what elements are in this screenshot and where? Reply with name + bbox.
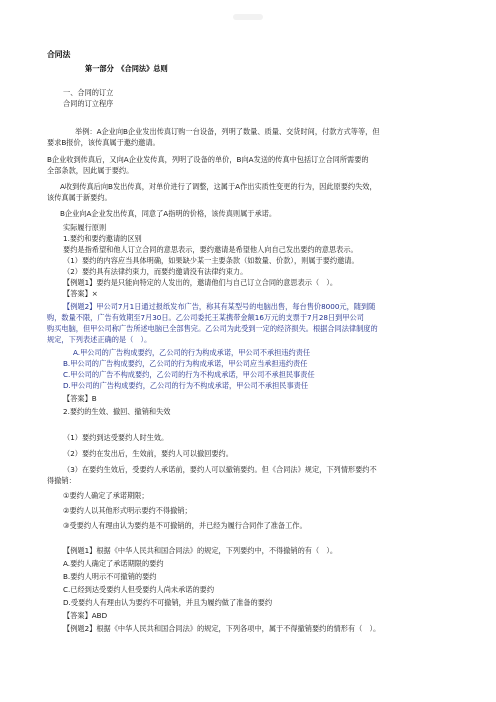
subsection-heading: 合同的订立程序	[63, 99, 114, 108]
option-line: A.甲公司的广告构成要约，乙公司的行为构成承诺，甲公司不承担违约责任	[73, 348, 311, 357]
answer-line: 【答案】B	[63, 394, 97, 403]
text-line: 举例：A企业向B企业发出传真订购一台设备，列明了数量、质量、交货时间，付款方式等等，但	[75, 127, 380, 136]
part-heading: 第一部分 《合同法》总则	[85, 64, 168, 73]
example-line: 【例题2】甲公司7月1日通过报纸发布广告，称其有某型号的电脑出售，每台售价8000元，随到随	[63, 302, 376, 311]
example-line: 【例题2】根据《中华人民共和国合同法》的规定，下列各项中，属于不得撤销要约的情形有（ ）。	[63, 624, 381, 633]
answer-line: 【答案】×	[63, 289, 98, 298]
text-line: 实际履行原则	[63, 223, 107, 232]
doc-title: 合同法	[47, 50, 71, 59]
text-line: 要约是指希望和他人订立合同的意思表示，要约邀请是希望他人向自己发出要约的意思表示。	[63, 245, 358, 254]
option-line: A.要约人确定了承诺期限的要约	[63, 559, 164, 568]
text-line: ②要约人以其他形式明示要约不得撤销；	[63, 506, 192, 515]
text-line: B企业收到传真后，又向A企业发传真，列明了设备的单价，B向A发送的传真中包括订立合同所需要的	[47, 155, 369, 164]
text-line: （3）在要约生效后，受要约人承诺前，要约人可以撤销要约。但《合同法》规定，下列情形要约不	[63, 465, 377, 474]
text-line: （2）要约具有法律约束力，而要约邀请没有法律约束力。	[63, 267, 248, 276]
text-line: ①要约人确定了承诺期限；	[63, 491, 149, 500]
text-line: 2.要约的生效、撤回、撤销和失效	[63, 407, 171, 416]
option-line: B.要约人明示不可撤销的要约	[63, 572, 157, 581]
text-line: B企业向A企业发出传真，同意了A指明的价格，该传真则属于承诺。	[60, 209, 277, 218]
text-line: （1）要约的内容应当具体明确，如果缺少某一主要条款（如数量、价款），则属于要约邀请。	[63, 256, 359, 265]
text-line: （2）要约在发出后，生效前，要约人可以撤回要约。	[63, 449, 233, 458]
option-line: C.已经到达受要约人但受要约人尚未承诺的要约	[63, 585, 215, 594]
example-line: 【例题1】根据《中华人民共和国合同法》的规定，下列要约中，不得撤销的有（ ）。	[63, 546, 338, 555]
option-line: C.甲公司的广告不构成要约，乙公司的行为不构成承诺，甲公司不承担民事责任	[63, 370, 315, 379]
option-line: D.受要约人有理由认为要约不可撤销，并且为履约做了准备的要约	[63, 598, 273, 607]
text-line: 得撤销：	[47, 476, 76, 485]
text-line: 购买电脑，但甲公司称广告所述电脑已全部售完。乙公司为此受到一定的经济损失。根据合同法律制度的	[47, 324, 378, 333]
text-line: ③受要约人有理由认为要约是不可撤销的，并已经为履行合同作了准备工作。	[63, 521, 307, 530]
option-line: D.甲公司的广告构成要约，乙公司的行为不构成承诺，甲公司不承担民事责任	[63, 381, 309, 390]
text-line: 1.要约和要约邀请的区别	[63, 234, 142, 243]
text-line: 规定，下列表述正确的是（ ）。	[47, 335, 152, 344]
answer-line: 【答案】ABD	[63, 611, 108, 620]
text-line: 要求B报价，该传真属于邀约邀请。	[47, 138, 160, 147]
example-line: 【例题1】要约是只能向特定的人发出的，邀请他们与自己订立合同的意思表示（ ）。	[63, 278, 338, 287]
text-line: 全部条款，因此属于要约。	[47, 166, 134, 175]
text-line: 购，数量不限，广告有效期至7月30日。乙公司委托王某携带金额16万元的支票于7月28日到甲公司	[47, 313, 364, 322]
option-line: B.甲公司的广告构成要约，乙公司的行为构成承诺，甲公司应当承担违约责任	[63, 359, 308, 368]
text-line: （1）要约到达受要约人时生效。	[63, 433, 169, 442]
header-watermark	[233, 14, 263, 20]
text-line: A收到传真后向B发出传真，对单价进行了调整，这属于A作出实质性变更的行为，因此原要约失效，	[60, 182, 377, 191]
section-heading: 一、合同的订立	[63, 88, 114, 97]
text-line: 该传真属于新要约。	[47, 193, 112, 202]
